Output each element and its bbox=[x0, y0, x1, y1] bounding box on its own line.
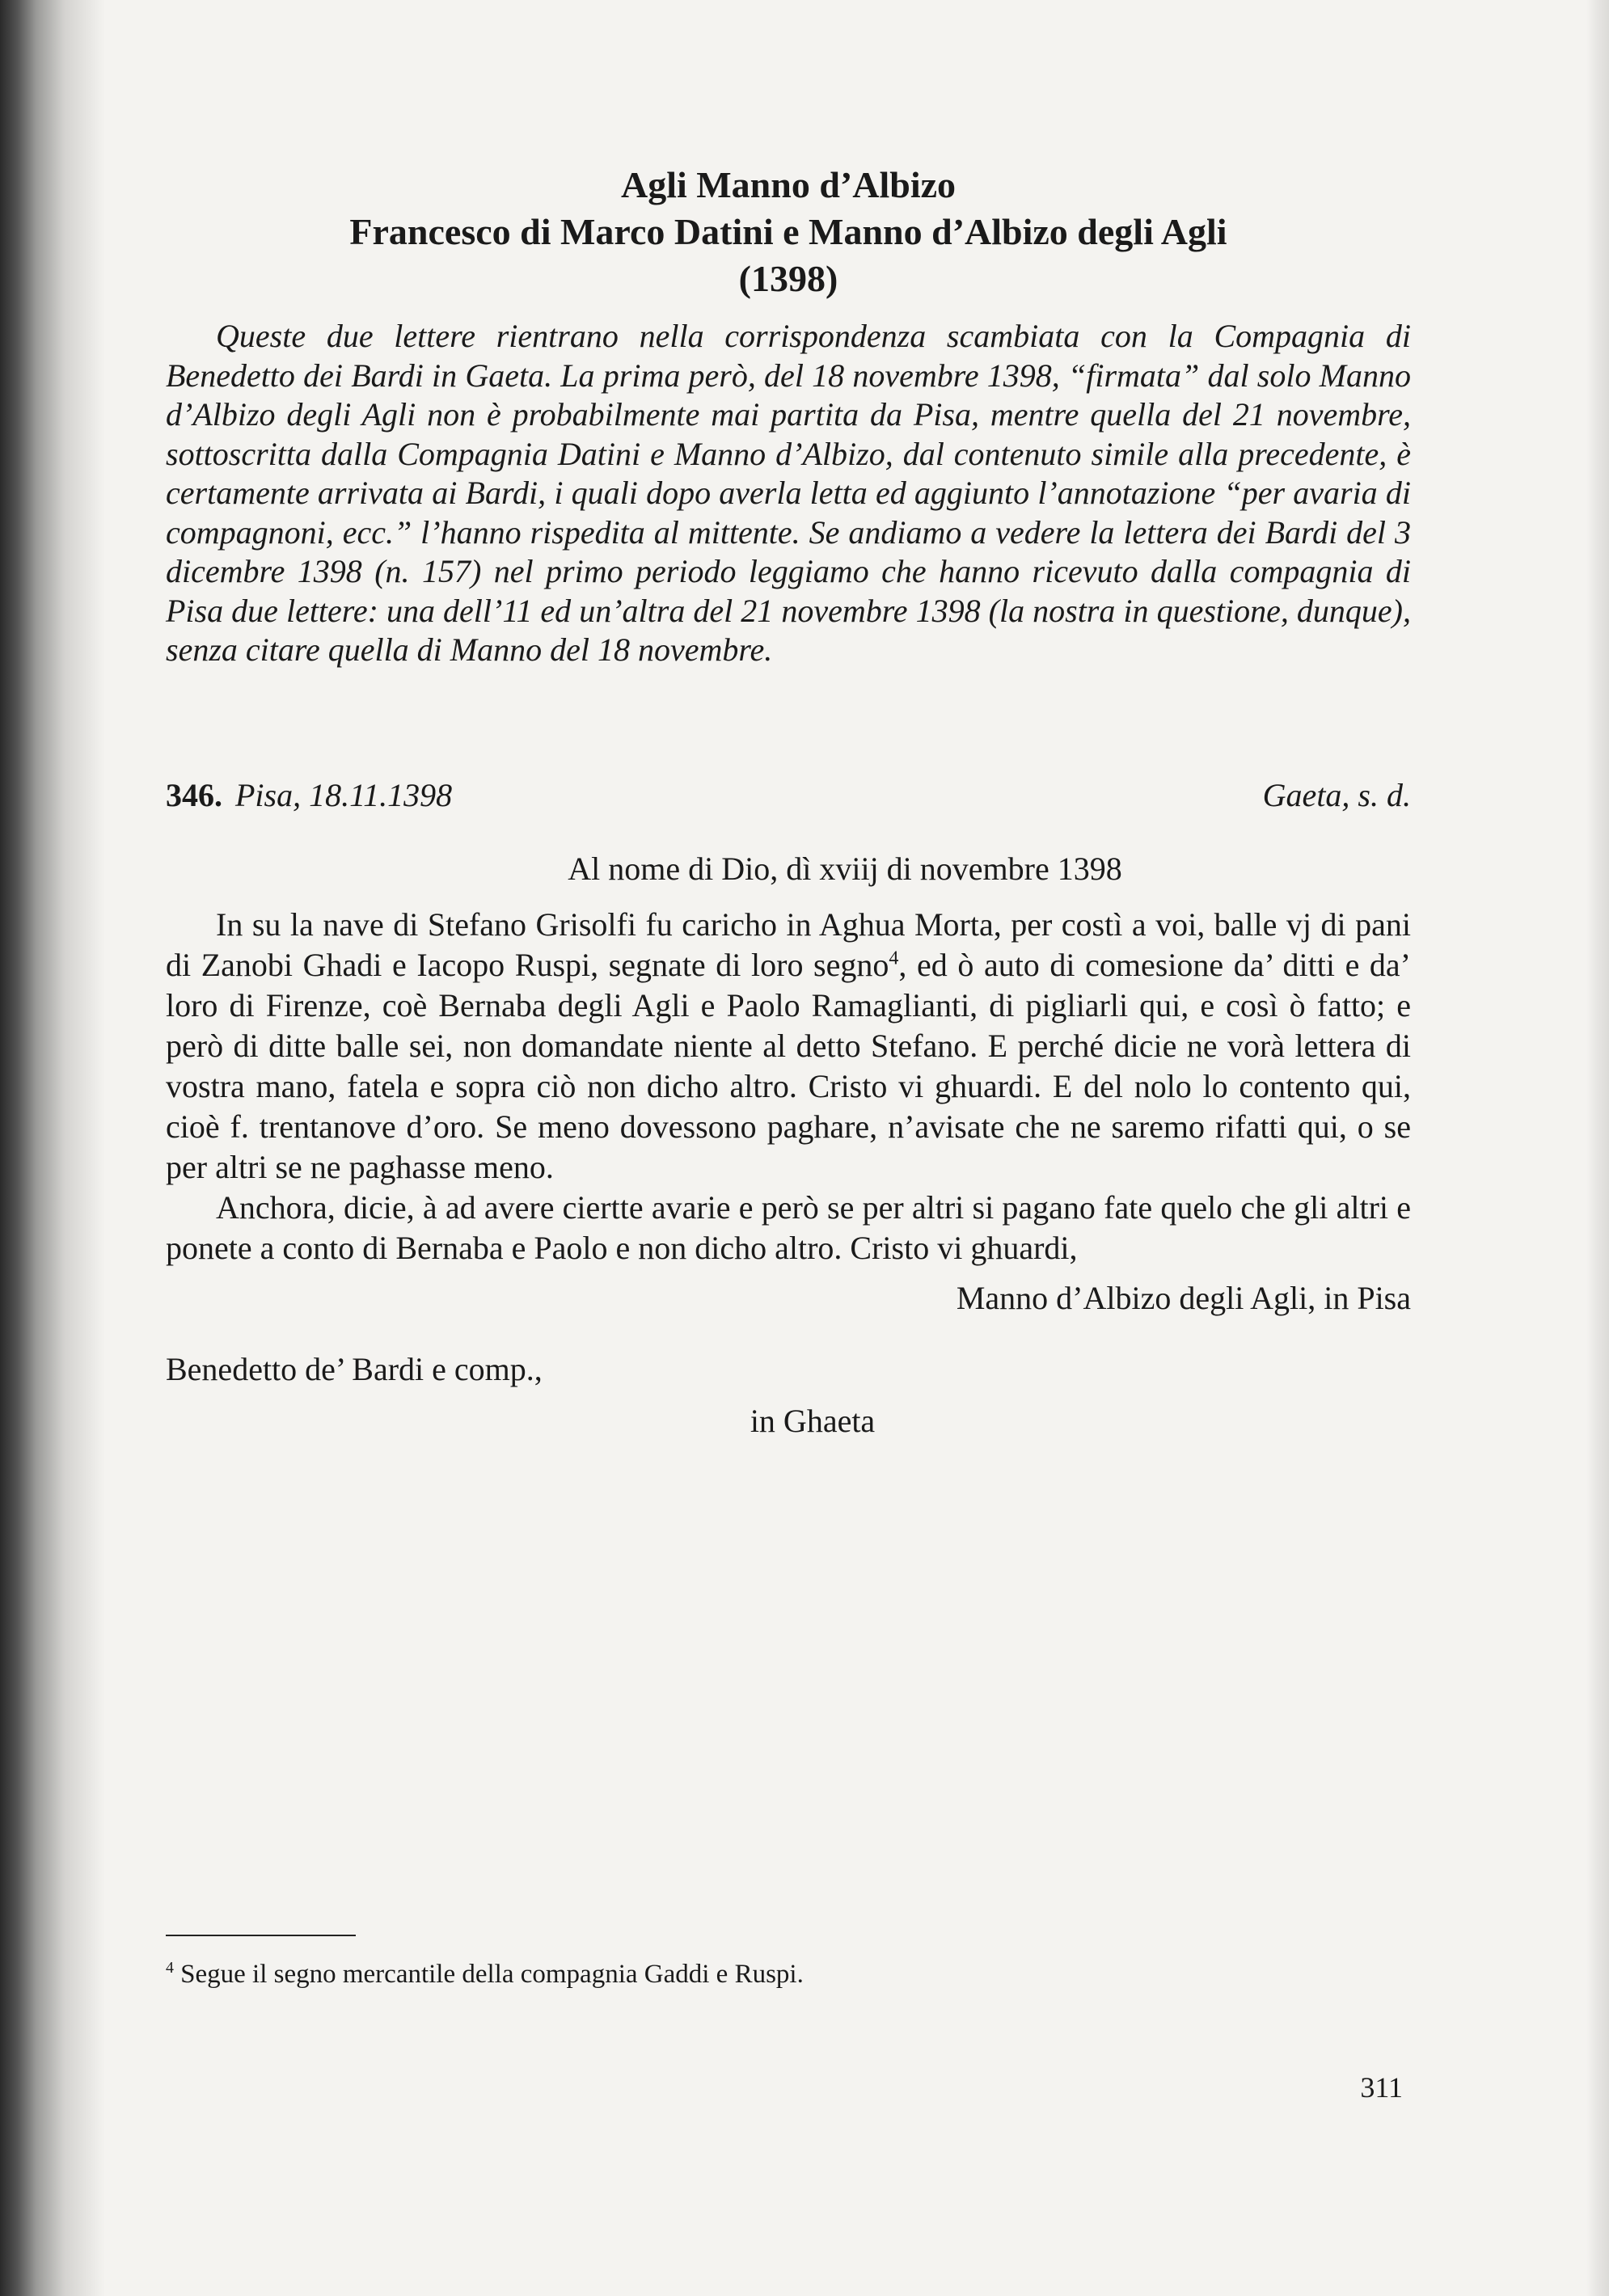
page-number: 311 bbox=[1360, 2071, 1403, 2104]
footnote-divider bbox=[166, 1935, 356, 1936]
footnote-marker: 4 bbox=[166, 1959, 174, 1977]
title-line-3: (1398) bbox=[738, 258, 838, 299]
letter-recipient-place: in Ghaeta bbox=[750, 1402, 876, 1439]
book-gutter-shadow bbox=[0, 0, 105, 2296]
letter-paragraph-1 bbox=[166, 905, 1411, 1188]
letter-paragraph-2: Anchora, dicie, à ad avere ciertte avarie e però se per altri si pagano fate quelo che gli altri e ponete a conto di Bernaba e Paolo e non dicho altro. Cristo vi ghuardi, bbox=[166, 1188, 1411, 1266]
letter-place-date: Pisa, 18.11.1398 bbox=[235, 776, 453, 813]
letter-paragraph-1-part-a: In su la nave di Stefano Grisolfi fu caricho in Aghua Morta, per costì a voi, balle vj di pani di Zanobi Ghadi e Iacopo Ruspi, segnate di loro segno bbox=[166, 905, 1411, 983]
letter-destination: Gaeta, s. d. bbox=[1262, 776, 1411, 813]
footnote-text: Segue il segno mercantile della compagnia Gaddi e Ruspi. bbox=[180, 1960, 804, 1989]
title-line-2: Francesco di Marco Datini e Manno d’Albizo degli Agli bbox=[349, 211, 1227, 252]
page-edge-shadow bbox=[1586, 0, 1609, 2296]
title-line-1: Agli Manno d’Albizo bbox=[620, 164, 957, 205]
intro-paragraph: Queste due lettere rientrano nella corrispondenza scambiata con la Compagnia di Benedetto dei Bardi in Gaeta. La prima però, del 18 novembre 1398, “firmata” dal solo Manno d’Albizo degli Agli non è probabilmente mai partita da Pisa, mentre quella del 21 novembre, sottoscritta dalla Compagnia Datini e Manno d’Albizo, dal contenuto simile alla precedente, è certamente arrivata ai Bardi, i quali dopo averla letta ed aggiunto l’annotazione “per avaria di compagnoni, ecc.” l’hanno rispedita al mittente. Se andiamo a vedere la lettera dei Bardi del 3 dicembre 1398 (n. 157) nel primo periodo leggiamo che hanno ricevuto dalla compagnia di Pisa due lettere: una dell’11 ed un’altra del 21 novembre 1398 (la nostra in questione, dunque), senza citare quella di Manno del 18 novembre. bbox=[166, 318, 1411, 668]
footnote bbox=[166, 1956, 804, 1992]
section-title bbox=[166, 162, 1411, 302]
letter-signature: Manno d’Albizo degli Agli, in Pisa bbox=[956, 1279, 1411, 1316]
letter-recipient: Benedetto de’ Bardi e comp., bbox=[166, 1350, 543, 1387]
letter-salutation: Al nome di Dio, dì xviij di novembre 1398 bbox=[568, 850, 1122, 887]
page-content bbox=[166, 162, 1411, 1441]
letter-header bbox=[166, 774, 1411, 817]
letter-paragraph-1-part-b: , ed ò auto di comesione da’ ditti e da’ loro di Firenze, coè Bernaba degli Agli e Paolo Ramaglianti, di pigliarli qui, e così ò fatto; e però di ditte balle sei, non domandate niente al detto Stefano. E perché dicie ne vorà lettera di vostra mano, fatela e sopra ciò non dicho altro. Cristo vi ghuardi. E del nolo lo contento qui, cioè f. trentanove d’oro. Se meno dovessono paghare, n’avisate che ne saremo rifatti qui, o se per altri se ne paghasse meno. bbox=[166, 946, 1411, 1185]
footnote-reference: 4 bbox=[889, 948, 899, 969]
letter-number: 346. bbox=[166, 776, 222, 813]
